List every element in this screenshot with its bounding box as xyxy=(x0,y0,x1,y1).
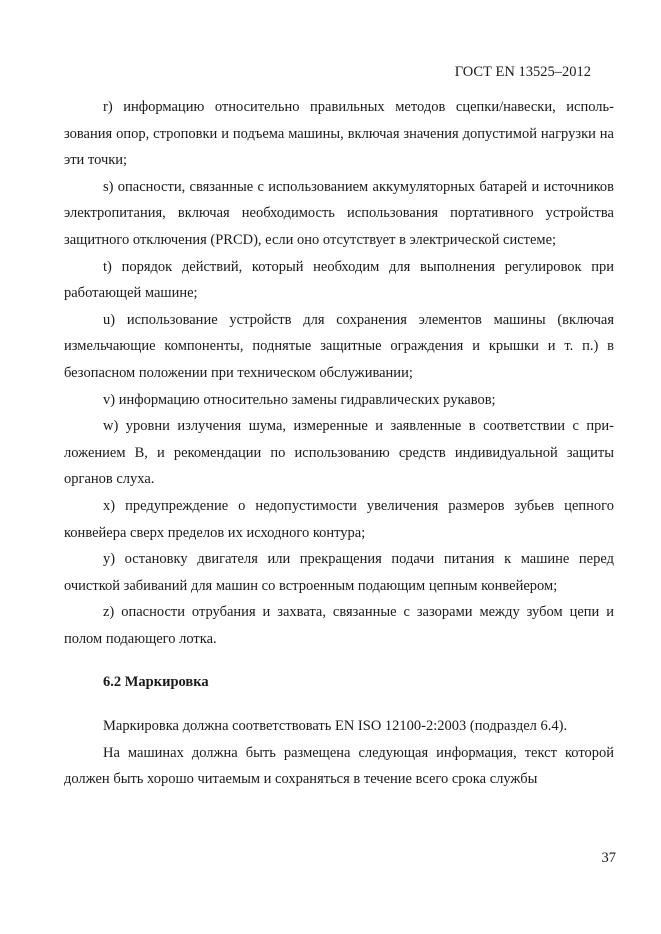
document-header: ГОСТ EN 13525–2012 xyxy=(454,64,591,80)
list-item-x: x) предупреждение о недопустимости увеличения размеров зубьев цепного конвейера сверх пределов их исходного контура; xyxy=(64,497,614,541)
list-item-z: z) опасности отрубания и захвата, связанные с зазорами между зубом цепи и полом подающего лотка. xyxy=(64,604,614,647)
list-item-u: u) использование устройств для сохранения элементов машины (включая измельчающие компоненты, поднятые защитные ограждения и крышки и т. п.) в безопасном положении при техническом обслуживании; xyxy=(64,311,614,381)
list-item-w: w) уровни излучения шума, измеренные и заявленные в соответствии с приложением В, и рекомендации по использованию средств индивидуальной защиты органов слуха. xyxy=(64,418,614,488)
list-item-t: t) порядок действий, который необходим для выполнения регулировок при работающей машине; xyxy=(64,258,614,302)
section-title: 6.2 Маркировка xyxy=(103,674,209,691)
list-item-v: v) информацию относительно замены гидравлических рукавов; xyxy=(103,391,496,408)
page-number: 37 xyxy=(601,850,616,866)
list-item-y: y) остановку двигателя или прекращения подачи питания к машине перед очисткой забиваний для машин со встроенным подающим цепным конвейером; xyxy=(64,551,614,594)
section-paragraph: Маркировка должна соответствовать EN ISO 12100-2:2003 (подраздел 6.4). xyxy=(103,718,568,735)
list-item-s: s) опасности, связанные с использованием аккумуляторных батарей и источников электропитания, включая необходимость использования портативного устройства защитного отключения (PRCD), если оно отсутствует в электрической системе; xyxy=(64,178,614,248)
section-paragraph: На машинах должна быть размещена следующая информация, текст которой должен быть хорошо читаемым и сохраняться в течение всего срока службы xyxy=(64,744,614,788)
document-body xyxy=(64,94,614,793)
list-item-r: r) информацию относительно правильных методов сцепки/навески, использования опор, строповки и подъема машины, включая значения допустимой нагрузки на эти точки; xyxy=(64,99,614,169)
